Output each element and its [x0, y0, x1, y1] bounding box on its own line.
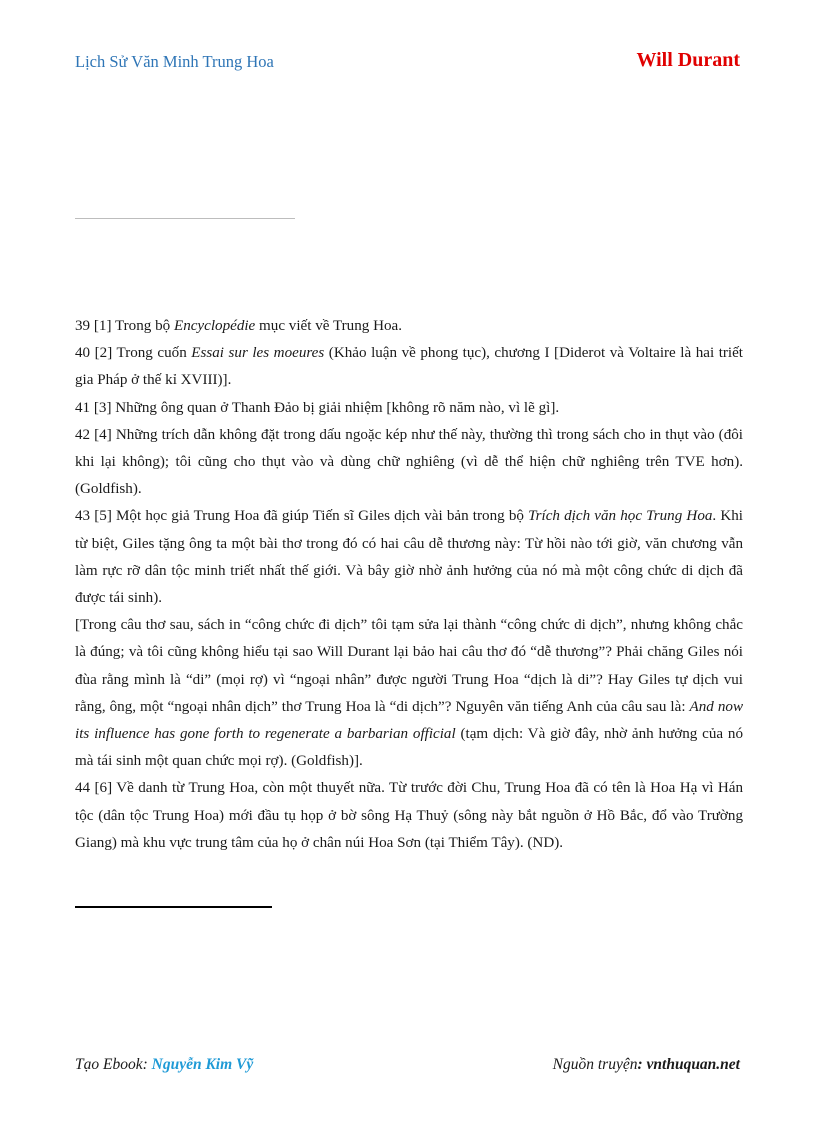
footnote-41: 41 [3] Những ông quan ở Thanh Đảo bị giải nhiệm [không rõ năm nào, vì lẽ gì].	[75, 399, 560, 416]
header-book-title: Lịch Sử Văn Minh Trung Hoa	[75, 52, 274, 71]
footnote-separator-thin	[75, 218, 295, 219]
footnote-43-translator-note: [Trong câu thơ sau, sách in “công chức đi dịch” tôi tạm sửa lại thành “công chức di dịch”, nhưng không chắc là đúng; và tôi cũng không hiểu tại sao Will Durant lại bảo hai câu thơ đó “dễ thương”? Phải chăng Giles nói đùa rằng mình là “di” (mọi rợ) vì “ngoại nhân” được người Trung Hoa “dịch là di”? Hay Giles tự dịch vui rằng, ông, một “ngoại nhân dịch” thơ Trung Hoa là “di dịch”? Nguyên văn tiếng Anh của câu sau là: And now its influence has gone forth to regenerate a barbarian official (tạm dịch: Và giờ đây, nhờ ảnh hưởng của nó mà tái sinh một quan chức mọi rợ). (Goldfish)].	[75, 617, 744, 770]
header-author: Will Durant	[636, 49, 740, 71]
footnote-44: 44 [6] Về danh từ Trung Hoa, còn một thuyết nữa. Từ trước đời Chu, Trung Hoa đã có tên là Hoa Hạ vì Hán tộc (dân tộc Trung Hoa) mới đầu tụ họp ở bờ sông Hạ Thuỷ (sông này bắt nguồn ở Hồ Bắc, đổ vào Trường Giang) mà khu vực trung tâm của họ ở chân núi Hoa Sơn (tại Thiểm Tây). (ND).	[75, 780, 743, 851]
footnote-40: 40 [2] Trong cuốn Essai sur les moeures (Khảo luận về phong tục), chương I [Diderot và Voltaire là hai triết gia Pháp ở thế kỉ XVIII)].	[75, 345, 744, 389]
footer-ebook-name: Nguyễn Kim Vỹ	[151, 1056, 254, 1073]
footnote-39: 39 [1] Trong bộ Encyclopédie mục viết về Trung Hoa.	[75, 318, 403, 334]
footnote-42: 42 [4] Những trích dẫn không đặt trong dấu ngoặc kép như thế này, thường thì trong sách cho in thụt vào (đôi khi lại không); tôi cũng cho thụt vào và dùng chữ nghiêng (vì dễ thể hiện chữ nghiêng trên TVE hơn). (Goldfish).	[75, 426, 743, 498]
footer-source-sep: :	[637, 1056, 647, 1073]
footer-source-label: Nguồn truyện	[552, 1056, 638, 1073]
footnote-43: 43 [5] Một học giả Trung Hoa đã giúp Tiến sĩ Giles dịch vài bản trong bộ Trích dịch văn học Trung Hoa. Khi từ biệt, Giles tặng ông ta một bài thơ trong đó có hai câu dễ thương này: Từ hồi nào tới giờ, văn chương vẫn làm rực rỡ dân tộc minh triết nhất thế giới. Và bây giờ nhờ ảnh hưởng của nó mà một công chức di dịch đã được tái sinh).	[75, 508, 743, 607]
footer-source-site: vnthuquan.net	[646, 1056, 740, 1073]
footer-ebook-label: Tạo Ebook	[75, 1056, 143, 1073]
footer-source-credit	[553, 1056, 740, 1074]
footer-ebook-credit	[75, 1056, 253, 1074]
footnote-separator-thick	[75, 906, 272, 908]
footnotes-list	[75, 313, 743, 857]
footer-ebook-sep: :	[142, 1056, 152, 1073]
